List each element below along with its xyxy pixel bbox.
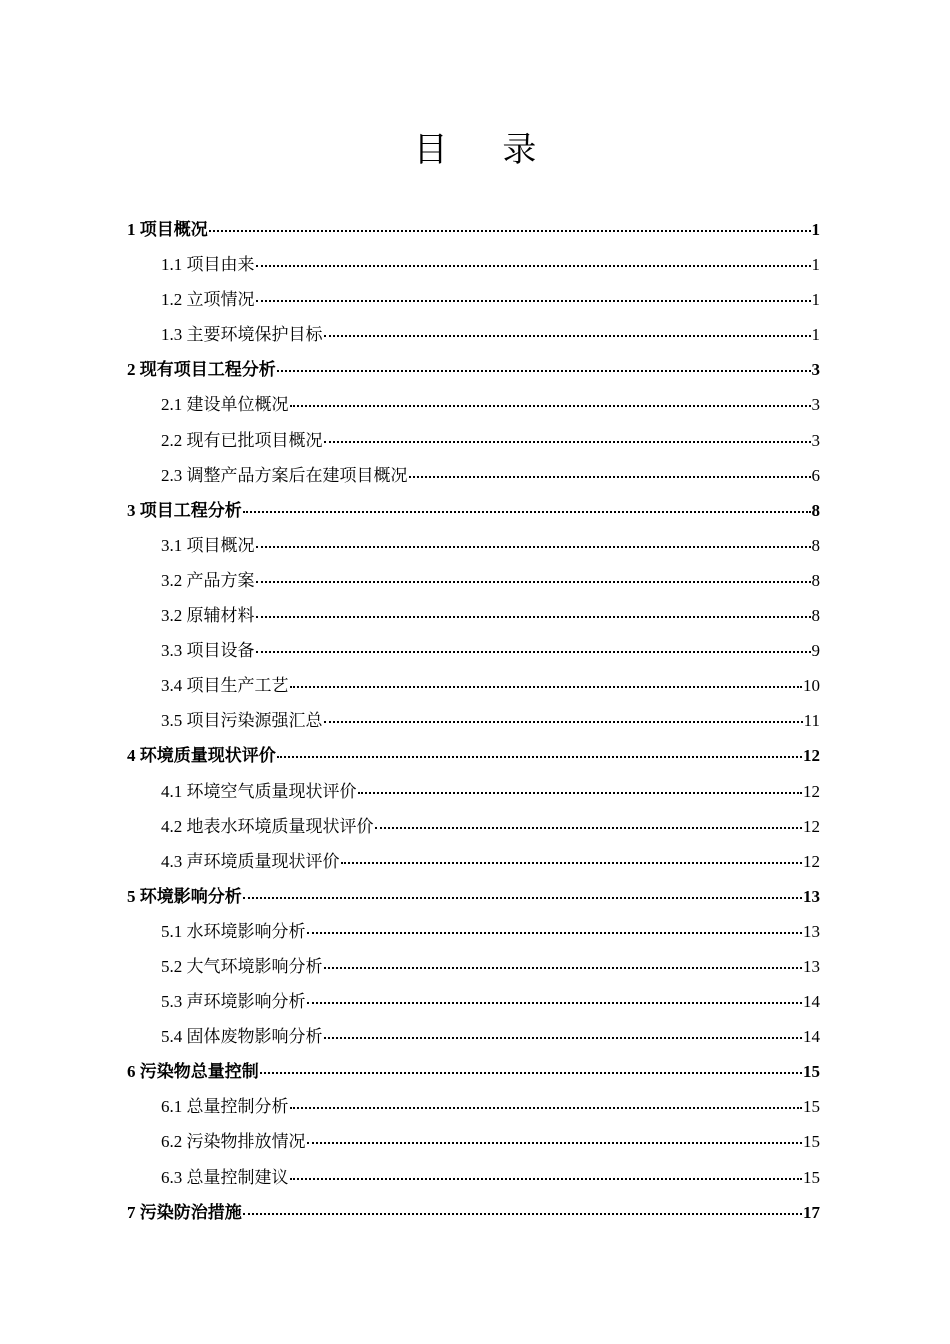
toc-page-number: 1	[811, 290, 820, 310]
toc-dot-leader	[260, 1072, 802, 1074]
toc-entry-title: 7 污染防治措施	[127, 1202, 242, 1222]
toc-section-entry[interactable]	[127, 844, 820, 879]
toc-dot-leader	[290, 405, 811, 407]
toc-chapter-entry[interactable]	[127, 738, 820, 773]
toc-page-number: 14	[803, 992, 820, 1012]
toc-entry-title: 6.2 污染物排放情况	[161, 1132, 306, 1152]
toc-page-number: 12	[803, 781, 820, 801]
toc-section-entry[interactable]	[127, 563, 820, 598]
toc-dot-leader	[307, 932, 803, 934]
toc-dot-leader	[324, 335, 811, 337]
toc-dot-leader	[290, 1107, 803, 1109]
toc-entry-title: 2.2 现有已批项目概况	[161, 430, 323, 450]
toc-dot-leader	[290, 686, 803, 688]
toc-entry-title: 4 环境质量现状评价	[127, 746, 276, 766]
toc-chapter-entry[interactable]	[127, 1054, 820, 1089]
toc-section-entry[interactable]	[127, 1019, 820, 1054]
toc-dot-leader	[277, 370, 811, 372]
toc-entry-title: 5 环境影响分析	[127, 886, 242, 906]
toc-entry-title: 3.1 项目概况	[161, 535, 255, 555]
toc-section-entry[interactable]	[127, 247, 820, 282]
toc-entry-title: 1.1 项目由来	[161, 255, 255, 275]
toc-dot-leader	[243, 511, 811, 513]
toc-entry-title: 2.1 建设单位概况	[161, 395, 289, 415]
toc-entry-title: 1.2 立项情况	[161, 290, 255, 310]
toc-dot-leader	[256, 300, 811, 302]
toc-chapter-entry[interactable]	[127, 879, 820, 914]
toc-entry-title: 6 污染物总量控制	[127, 1062, 259, 1082]
toc-page-number: 15	[803, 1062, 820, 1082]
toc-entry-title: 3.4 项目生产工艺	[161, 676, 289, 696]
table-of-contents	[127, 212, 820, 1230]
toc-entry-title: 4.2 地表水环境质量现状评价	[161, 816, 374, 836]
toc-dot-leader	[324, 721, 803, 723]
toc-dot-leader	[341, 862, 803, 864]
toc-page-number: 1	[811, 325, 820, 345]
toc-section-entry[interactable]	[127, 1124, 820, 1159]
toc-dot-leader	[277, 756, 802, 758]
toc-section-entry[interactable]	[127, 1160, 820, 1195]
toc-page-number: 12	[803, 816, 820, 836]
toc-entry-title: 4.1 环境空气质量现状评价	[161, 781, 357, 801]
toc-section-entry[interactable]	[127, 949, 820, 984]
toc-page-number: 8	[811, 570, 820, 590]
toc-dot-leader	[409, 476, 811, 478]
toc-dot-leader	[256, 546, 811, 548]
toc-entry-title: 3.5 项目污染源强汇总	[161, 711, 323, 731]
toc-page-number: 8	[811, 535, 820, 555]
toc-entry-title: 3 项目工程分析	[127, 500, 242, 520]
toc-entry-title: 4.3 声环境质量现状评价	[161, 851, 340, 871]
toc-section-entry[interactable]	[127, 703, 820, 738]
toc-page-number: 13	[803, 956, 820, 976]
toc-dot-leader	[375, 827, 803, 829]
toc-page-number: 8	[811, 500, 820, 520]
toc-page-number: 12	[803, 851, 820, 871]
toc-chapter-entry[interactable]	[127, 493, 820, 528]
toc-page-number: 6	[811, 465, 820, 485]
toc-entry-title: 6.1 总量控制分析	[161, 1097, 289, 1117]
toc-entry-title: 3.2 产品方案	[161, 570, 255, 590]
toc-page-number: 3	[811, 430, 820, 450]
toc-section-entry[interactable]	[127, 598, 820, 633]
toc-dot-leader	[209, 230, 811, 232]
toc-dot-leader	[243, 1213, 802, 1215]
toc-entry-title: 2.3 调整产品方案后在建项目概况	[161, 465, 408, 485]
toc-section-entry[interactable]	[127, 528, 820, 563]
toc-dot-leader	[307, 1142, 803, 1144]
toc-page-number: 8	[811, 606, 820, 626]
toc-page-number: 10	[803, 676, 820, 696]
toc-dot-leader	[256, 616, 811, 618]
toc-entry-title: 2 现有项目工程分析	[127, 360, 276, 380]
toc-section-entry[interactable]	[127, 809, 820, 844]
toc-dot-leader	[256, 581, 811, 583]
toc-page-number: 1	[811, 220, 820, 239]
toc-chapter-entry[interactable]	[127, 1195, 820, 1230]
toc-page-number: 3	[811, 395, 820, 415]
toc-page-number: 11	[803, 711, 820, 731]
toc-dot-leader	[256, 265, 811, 267]
toc-dot-leader	[243, 897, 802, 899]
toc-page-number: 3	[811, 360, 820, 380]
toc-page-number: 1	[811, 255, 820, 275]
toc-dot-leader	[358, 792, 803, 794]
toc-section-entry[interactable]	[127, 423, 820, 458]
toc-dot-leader	[324, 441, 811, 443]
toc-page-number: 15	[803, 1167, 820, 1187]
toc-title: 目 录	[413, 130, 559, 170]
toc-dot-leader	[290, 1178, 803, 1180]
toc-page-number: 14	[803, 1027, 820, 1047]
toc-page-number: 9	[811, 641, 820, 661]
toc-section-entry[interactable]	[127, 317, 820, 352]
toc-section-entry[interactable]	[127, 282, 820, 317]
toc-page-number: 17	[803, 1202, 820, 1222]
toc-section-entry[interactable]	[127, 914, 820, 949]
toc-page-number: 13	[803, 886, 820, 906]
toc-entry-title: 3.2 原辅材料	[161, 606, 255, 626]
toc-section-entry[interactable]	[127, 458, 820, 493]
toc-entry-title: 5.4 固体废物影响分析	[161, 1027, 323, 1047]
toc-dot-leader	[307, 1002, 803, 1004]
toc-page-number: 13	[803, 921, 820, 941]
toc-dot-leader	[324, 1037, 803, 1039]
toc-entry-title: 1.3 主要环境保护目标	[161, 325, 323, 345]
toc-entry-title: 3.3 项目设备	[161, 641, 255, 661]
toc-page-number: 12	[803, 746, 820, 766]
toc-entry-title: 5.3 声环境影响分析	[161, 992, 306, 1012]
toc-chapter-entry[interactable]	[127, 352, 820, 387]
toc-dot-leader	[256, 651, 811, 653]
toc-entry-title: 1 项目概况	[127, 220, 208, 239]
toc-entry-title: 5.2 大气环境影响分析	[161, 956, 323, 976]
toc-section-entry[interactable]	[127, 633, 820, 668]
toc-section-entry[interactable]	[127, 984, 820, 1019]
toc-entry-title: 6.3 总量控制建议	[161, 1167, 289, 1187]
toc-section-entry[interactable]	[127, 668, 820, 703]
toc-page-number: 15	[803, 1097, 820, 1117]
toc-section-entry[interactable]	[127, 387, 820, 422]
toc-dot-leader	[324, 967, 803, 969]
toc-section-entry[interactable]	[127, 774, 820, 809]
toc-chapter-entry[interactable]	[127, 212, 820, 247]
toc-section-entry[interactable]	[127, 1089, 820, 1124]
toc-page-number: 15	[803, 1132, 820, 1152]
toc-entry-title: 5.1 水环境影响分析	[161, 921, 306, 941]
